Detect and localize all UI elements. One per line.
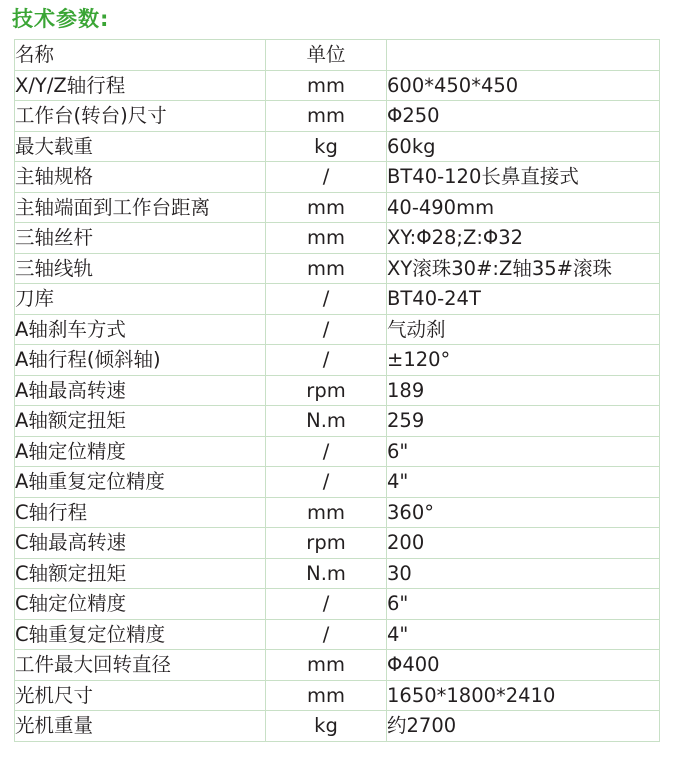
param-unit: N.m	[266, 558, 387, 589]
param-name: 最大载重	[15, 131, 266, 162]
param-unit: mm	[266, 223, 387, 254]
table-row	[15, 375, 660, 406]
param-unit: rpm	[266, 528, 387, 559]
param-name: C轴最高转速	[15, 528, 266, 559]
table-row	[15, 650, 660, 681]
param-value: 600*450*450	[387, 70, 660, 101]
table-row	[15, 223, 660, 254]
table-row	[15, 101, 660, 132]
param-unit: mm	[266, 650, 387, 681]
param-value: 259	[387, 406, 660, 437]
param-unit: mm	[266, 192, 387, 223]
header-unit: 单位	[266, 40, 387, 71]
param-name: C轴重复定位精度	[15, 619, 266, 650]
param-unit: mm	[266, 253, 387, 284]
param-name: A轴额定扭矩	[15, 406, 266, 437]
param-unit: mm	[266, 680, 387, 711]
param-value: 气动刹	[387, 314, 660, 345]
param-value: Φ400	[387, 650, 660, 681]
table-row	[15, 497, 660, 528]
param-unit: /	[266, 162, 387, 193]
param-unit: /	[266, 284, 387, 315]
param-name: 三轴丝杆	[15, 223, 266, 254]
param-name: C轴定位精度	[15, 589, 266, 620]
table-row	[15, 345, 660, 376]
table-row	[15, 711, 660, 742]
table-row	[15, 436, 660, 467]
param-unit: /	[266, 314, 387, 345]
param-value: 40-490mm	[387, 192, 660, 223]
param-name: A轴重复定位精度	[15, 467, 266, 498]
table-row	[15, 314, 660, 345]
param-value: 约2700	[387, 711, 660, 742]
param-name: 三轴线轨	[15, 253, 266, 284]
param-name: A轴刹车方式	[15, 314, 266, 345]
param-name: 光机重量	[15, 711, 266, 742]
param-value: XY:Φ28;Z:Φ32	[387, 223, 660, 254]
param-unit: kg	[266, 131, 387, 162]
param-unit: /	[266, 619, 387, 650]
param-name: 光机尺寸	[15, 680, 266, 711]
param-value: 30	[387, 558, 660, 589]
section-title: 技术参数:	[12, 7, 110, 31]
param-name: 主轴端面到工作台距离	[15, 192, 266, 223]
param-value: BT40-24T	[387, 284, 660, 315]
table-row	[15, 406, 660, 437]
header-name: 名称	[15, 40, 266, 71]
param-unit: mm	[266, 101, 387, 132]
param-unit: mm	[266, 497, 387, 528]
param-value: 200	[387, 528, 660, 559]
param-value: 4"	[387, 619, 660, 650]
param-name: 工作台(转台)尺寸	[15, 101, 266, 132]
param-name: C轴行程	[15, 497, 266, 528]
param-name: X/Y/Z轴行程	[15, 70, 266, 101]
param-unit: kg	[266, 711, 387, 742]
param-name: A轴行程(倾斜轴)	[15, 345, 266, 376]
param-unit: N.m	[266, 406, 387, 437]
table-row	[15, 558, 660, 589]
table-row	[15, 284, 660, 315]
param-value: XY滚珠30#:Z轴35#滚珠	[387, 253, 660, 284]
header-value	[387, 40, 660, 71]
param-value: 60kg	[387, 131, 660, 162]
table-row	[15, 680, 660, 711]
param-name: A轴定位精度	[15, 436, 266, 467]
table-row	[15, 528, 660, 559]
param-name: 工件最大回转直径	[15, 650, 266, 681]
param-value: 6"	[387, 436, 660, 467]
table-row	[15, 253, 660, 284]
param-value: ±120°	[387, 345, 660, 376]
param-name: 刀库	[15, 284, 266, 315]
table-row	[15, 467, 660, 498]
table-row	[15, 70, 660, 101]
param-name: 主轴规格	[15, 162, 266, 193]
param-value: BT40-120长鼻直接式	[387, 162, 660, 193]
spec-table-body	[15, 40, 660, 742]
param-unit: /	[266, 345, 387, 376]
param-unit: rpm	[266, 375, 387, 406]
param-unit: mm	[266, 70, 387, 101]
param-value: 189	[387, 375, 660, 406]
table-row	[15, 589, 660, 620]
table-header-row	[15, 40, 660, 71]
table-row	[15, 619, 660, 650]
param-value: Φ250	[387, 101, 660, 132]
param-value: 4"	[387, 467, 660, 498]
param-value: 6"	[387, 589, 660, 620]
param-value: 1650*1800*2410	[387, 680, 660, 711]
param-value: 360°	[387, 497, 660, 528]
param-unit: /	[266, 589, 387, 620]
spec-table	[14, 39, 660, 742]
table-row	[15, 192, 660, 223]
param-unit: /	[266, 467, 387, 498]
param-name: C轴额定扭矩	[15, 558, 266, 589]
table-row	[15, 162, 660, 193]
param-unit: /	[266, 436, 387, 467]
table-row	[15, 131, 660, 162]
param-name: A轴最高转速	[15, 375, 266, 406]
